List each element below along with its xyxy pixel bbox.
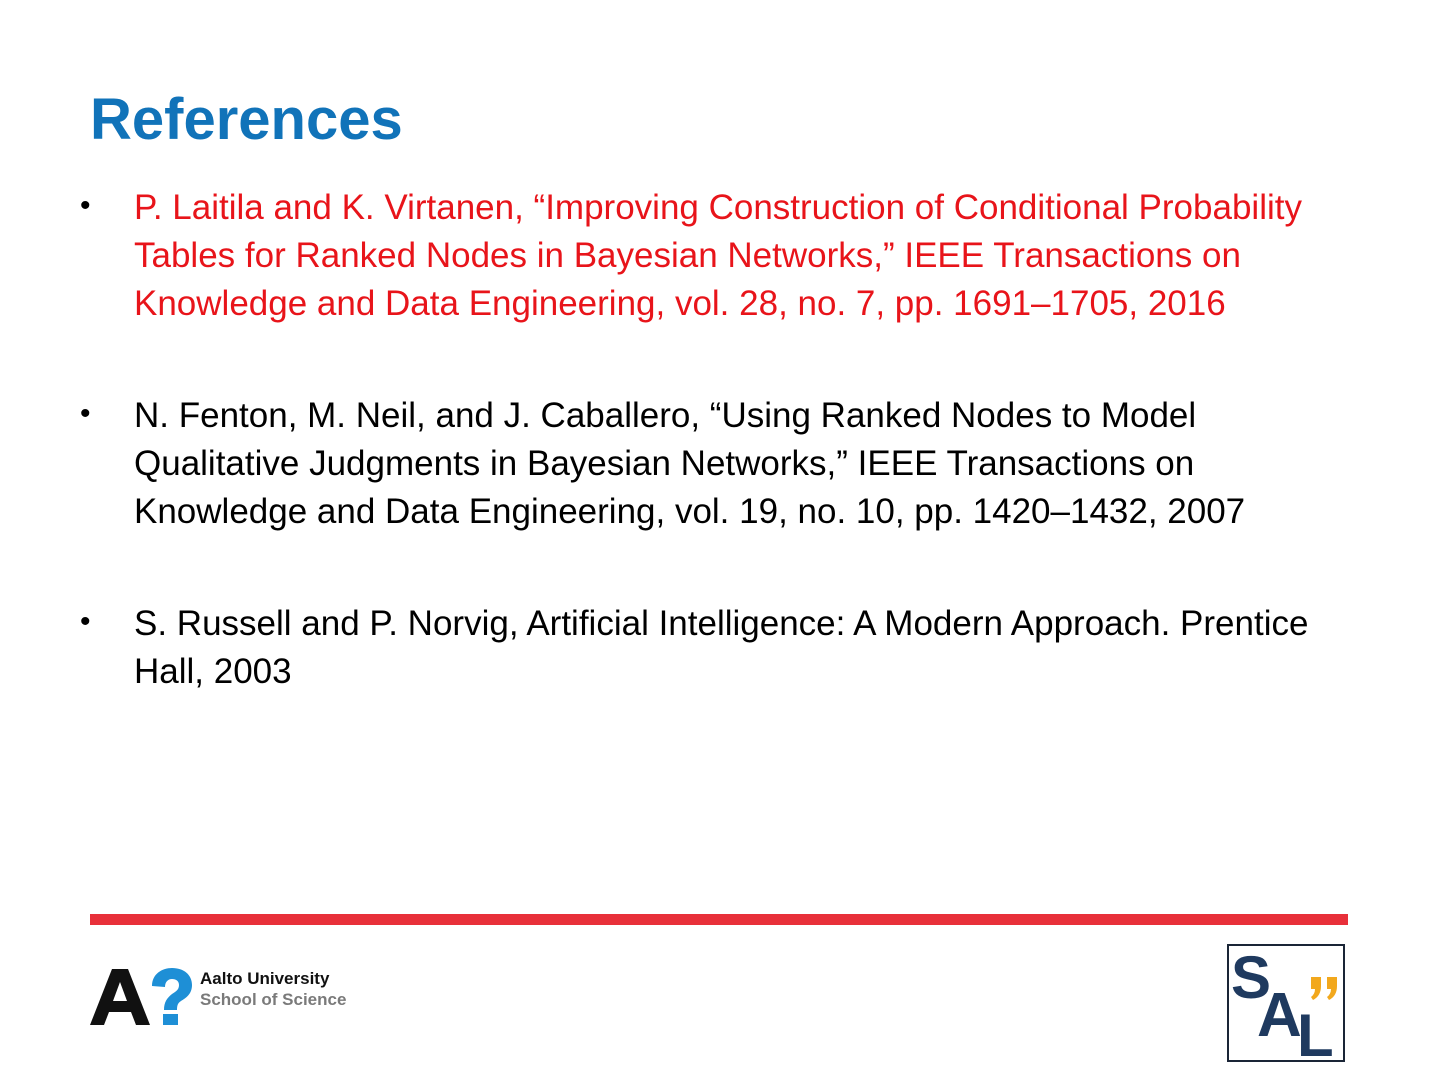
svg-text:L: L	[1297, 1002, 1334, 1062]
svg-text:A: A	[1257, 981, 1302, 1050]
slide-title: References	[90, 87, 403, 152]
reference-text: N. Fenton, M. Neil, and J. Caballero, “Using Ranked Nodes to Model Qualitative Judgments in Bayesian Networks,” IEEE Transactions on Knowledge and Data Engineering, vol. 19, no. 10, pp. 1420–1432, 2007	[134, 396, 1246, 531]
footer-divider	[90, 914, 1348, 925]
reference-text: P. Laitila and K. Virtanen, “Improving Construction of Conditional Probability Tables for Ranked Nodes in Bayesian Networks,” IEEE Transactions on Knowledge and Data Engineering, vol. 28, no. 7, pp. 1691–1705, 2016	[134, 188, 1302, 323]
reference-text: S. Russell and P. Norvig, Artificial Intelligence: A Modern Approach. Prentice Hall, 2003	[134, 604, 1309, 691]
reference-item	[80, 392, 1340, 536]
reference-item	[80, 600, 1340, 696]
reference-list	[80, 184, 1340, 760]
school-of-science-label: School of Science	[200, 990, 347, 1009]
sal-logo	[1227, 944, 1345, 1062]
aalto-university-label: Aalto University	[200, 969, 330, 988]
bullet-icon: •	[80, 189, 91, 222]
aalto-wordmark	[200, 968, 346, 1010]
bullet-icon: •	[80, 605, 91, 638]
reference-item	[80, 184, 1340, 328]
svg-text:S: S	[1231, 944, 1272, 1011]
bullet-icon: •	[80, 397, 91, 430]
